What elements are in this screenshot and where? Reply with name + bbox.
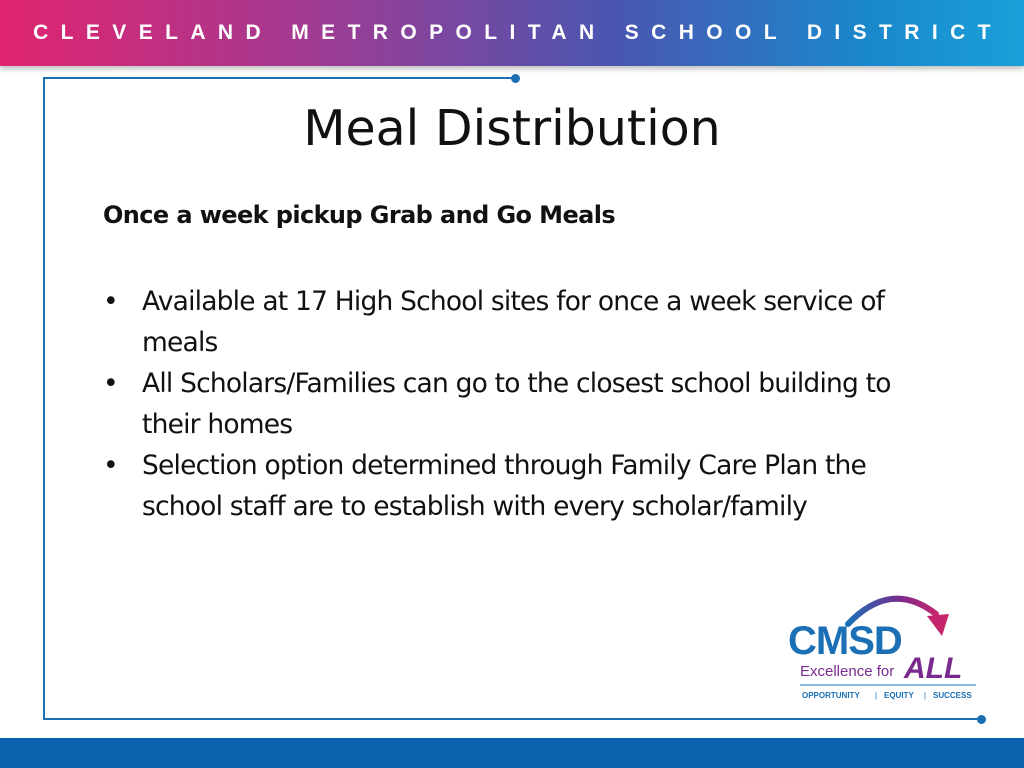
logo-separator: |: [875, 691, 878, 700]
bullet-item: • Available at 17 High School sites for once a week service of meals: [103, 281, 923, 363]
logo-value-equity: EQUITY: [884, 691, 914, 700]
cmsd-logo: [786, 584, 980, 706]
logo-value-opportunity: OPPORTUNITY: [802, 691, 860, 700]
logo-tagline-emphasis: ALL: [904, 652, 963, 685]
logo-separator: |: [924, 691, 927, 700]
frame-line-bottom: [43, 718, 983, 720]
district-name: CLEVELAND METROPOLITAN SCHOOL DISTRICT: [33, 21, 1003, 44]
slide-subtitle: Once a week pickup Grab and Go Meals: [103, 201, 616, 229]
header-banner: [0, 0, 1024, 66]
logo-acronym: CMSD: [788, 619, 902, 663]
bullet-item: • All Scholars/Families can go to the closest school building to their homes: [103, 363, 923, 445]
frame-dot-bottom: [977, 715, 986, 724]
frame-line-top: [43, 77, 515, 79]
logo-value-success: SUCCESS: [933, 691, 972, 700]
frame-line-left: [43, 77, 45, 720]
slide-title: Meal Distribution: [303, 100, 721, 157]
logo-tagline-prefix: Excellence for: [800, 663, 895, 680]
footer-bar: [0, 738, 1024, 768]
bullet-list: [103, 281, 923, 527]
logo-arrow-icon: [927, 614, 949, 636]
bullet-item: • Selection option determined through Family Care Plan the school staff are to establish with every scholar/family: [103, 445, 923, 527]
frame-dot-top: [511, 74, 520, 83]
